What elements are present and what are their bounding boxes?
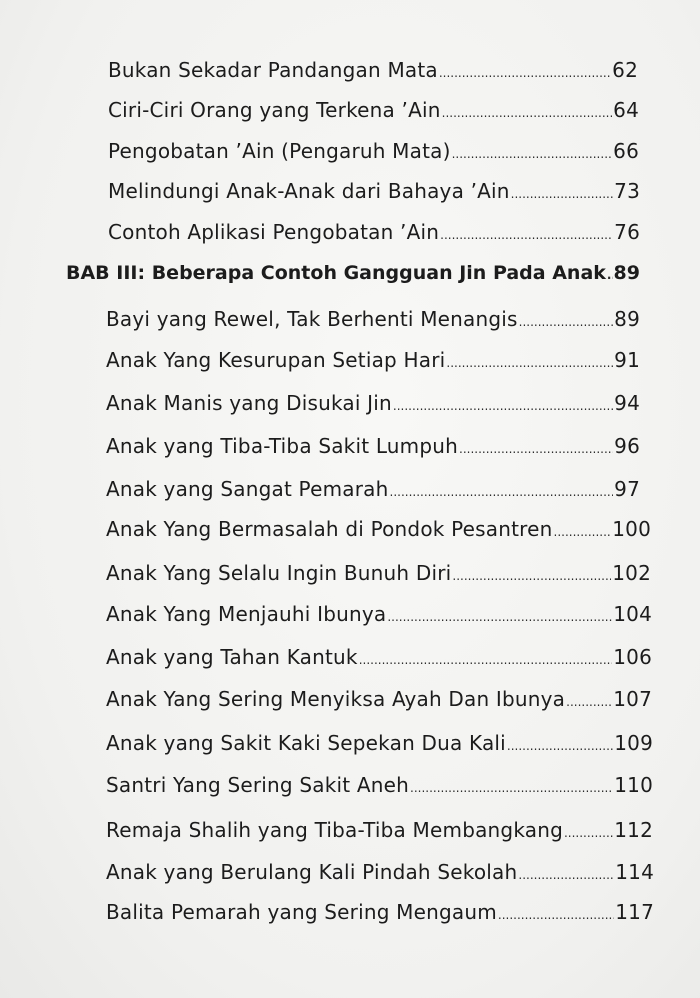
toc-entry-title: Pengobatan ’Ain (Pengaruh Mata)	[108, 139, 451, 163]
toc-entry-page: 66	[613, 139, 639, 163]
toc-entry[interactable]	[106, 477, 640, 501]
toc-entry-title: Anak yang Sangat Pemarah	[106, 477, 389, 501]
dot-leader	[390, 485, 614, 499]
toc-entry[interactable]	[108, 98, 639, 122]
toc-entry-title: Anak yang Sakit Kaki Sepekan Dua Kali	[106, 731, 506, 755]
toc-entry-page: 62	[612, 58, 638, 82]
dot-leader	[507, 739, 613, 753]
toc-entry[interactable]	[106, 561, 651, 585]
toc-entry[interactable]	[106, 391, 640, 415]
toc-entry-title: Bukan Sekadar Pandangan Mata	[108, 58, 438, 82]
toc-entry-page: 104	[613, 602, 652, 626]
toc-entry-page: 100	[612, 517, 651, 541]
toc-entry[interactable]	[108, 139, 639, 163]
toc-entry[interactable]	[106, 731, 653, 755]
dot-leader	[498, 908, 614, 922]
dot-leader	[359, 653, 613, 667]
toc-entry[interactable]	[108, 220, 640, 244]
toc-entry-page: 102	[612, 561, 651, 585]
dot-leader	[511, 187, 613, 201]
toc-chapter-title: BAB III: Beberapa Contoh Gangguan Jin Pada Anak	[66, 262, 606, 284]
dot-leader	[387, 610, 612, 624]
dot-leader	[393, 399, 613, 413]
toc-entry-title: Anak yang Tiba-Tiba Sakit Lumpuh	[106, 434, 459, 458]
toc-entry[interactable]	[106, 645, 652, 669]
toc-entry-title: Remaja Shalih yang Tiba-Tiba Membangkang	[106, 818, 563, 842]
toc-entry[interactable]	[106, 517, 651, 541]
toc-chapter-page: 89	[613, 262, 640, 284]
toc-entry[interactable]	[108, 179, 640, 203]
dot-leader	[607, 268, 613, 282]
dot-leader	[459, 442, 613, 456]
toc-entry-page: 96	[614, 434, 640, 458]
dot-leader	[519, 315, 614, 329]
toc-entry[interactable]	[106, 348, 640, 372]
dot-leader	[566, 695, 612, 709]
dot-leader	[446, 356, 613, 370]
dot-leader	[439, 66, 611, 80]
dot-leader	[518, 868, 614, 882]
toc-entry-title: Anak Yang Sering Menyiksa Ayah Dan Ibunya	[106, 687, 566, 711]
toc-entry-page: 97	[614, 477, 640, 501]
toc-entry-title: Anak Yang Bermasalah di Pondok Pesantren	[106, 517, 553, 541]
toc-entry[interactable]	[108, 58, 638, 82]
toc-chapter-entry[interactable]	[66, 262, 640, 284]
dot-leader	[452, 569, 611, 583]
toc-entry-page: 91	[614, 348, 640, 372]
toc-entry-title: Anak yang Berulang Kali Pindah Sekolah	[106, 860, 518, 884]
toc-entry-title: Ciri-Ciri Orang yang Terkena ’Ain	[108, 98, 441, 122]
toc-entry[interactable]	[106, 687, 652, 711]
toc-entry[interactable]	[106, 602, 652, 626]
toc-entry[interactable]	[106, 860, 654, 884]
toc-entry-page: 76	[614, 220, 640, 244]
toc-entry-title: Anak yang Tahan Kantuk	[106, 645, 358, 669]
toc-entry-page: 112	[614, 818, 653, 842]
toc-entry-page: 114	[615, 860, 654, 884]
toc-entry-page: 94	[614, 391, 640, 415]
toc-entry-title: Santri Yang Sering Sakit Aneh	[106, 773, 409, 797]
toc-entry-page: 73	[614, 179, 640, 203]
toc-entry-page: 89	[614, 307, 640, 331]
toc-entry-title: Balita Pemarah yang Sering Mengaum	[106, 900, 497, 924]
toc-entry-page: 110	[614, 773, 653, 797]
toc-entry-title: Anak Manis yang Disukai Jin	[106, 391, 392, 415]
dot-leader	[410, 781, 613, 795]
dot-leader	[554, 525, 612, 539]
toc-entry-title: Anak Yang Menjauhi Ibunya	[106, 602, 387, 626]
toc-entry-page: 106	[613, 645, 652, 669]
dot-leader	[564, 826, 613, 840]
dot-leader	[452, 147, 613, 161]
toc-entry[interactable]	[106, 307, 640, 331]
toc-entry-title: Anak Yang Selalu Ingin Bunuh Diri	[106, 561, 452, 585]
toc-entry[interactable]	[106, 818, 653, 842]
toc-entry-page: 117	[615, 900, 654, 924]
toc-entry-page: 109	[614, 731, 653, 755]
dot-leader	[440, 228, 613, 242]
toc-entry-page: 107	[613, 687, 652, 711]
toc-entry-title: Bayi yang Rewel, Tak Berhenti Menangis	[106, 307, 518, 331]
toc-entry-title: Anak Yang Kesurupan Setiap Hari	[106, 348, 446, 372]
toc-entry-page: 64	[613, 98, 639, 122]
toc-entry[interactable]	[106, 434, 640, 458]
toc-entry[interactable]	[106, 900, 654, 924]
toc-entry-title: Melindungi Anak-Anak dari Bahaya ’Ain	[108, 179, 510, 203]
dot-leader	[442, 106, 613, 120]
toc-entry-title: Contoh Aplikasi Pengobatan ’Ain	[108, 220, 440, 244]
toc-entry[interactable]	[106, 773, 653, 797]
